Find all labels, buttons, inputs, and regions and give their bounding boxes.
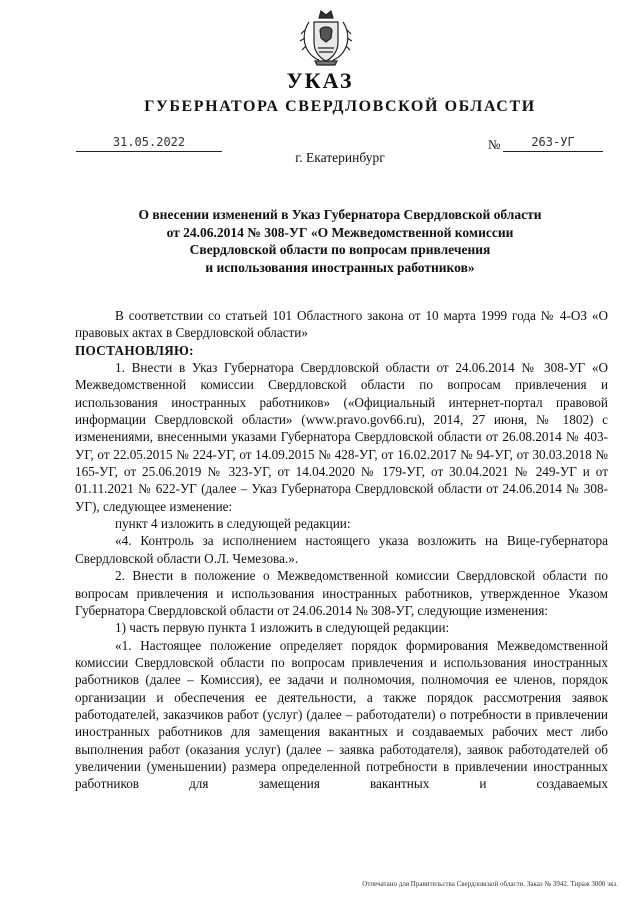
number-sign: № [488, 137, 501, 152]
issuer-title: ГУБЕРНАТОРА СВЕРДЛОВСКОЙ ОБЛАСТИ [144, 98, 536, 115]
item-1-quote: «4. Контроль за исполнением настоящего указа возложить на Вице-губернатора Свердловской области О.Л. Чемезова.». [75, 533, 608, 566]
preamble-paragraph: В соответствии со статьей 101 Областного закона от 10 марта 1999 года № 4-ОЗ «О правовых актах в Свердловской области» [75, 308, 608, 341]
item-1-subparagraph: пункт 4 изложить в следующей редакции: [115, 516, 351, 532]
item-2-paragraph: 2. Внести в положение о Межведомственной комиссии Свердловской области по вопросам привлечения и использования иностранных работников, утвержденное Указом Губернатора Свердловской области от 24.06.2014 № 308-УГ, следующие изменения: [75, 568, 608, 618]
document-date: 31.05.2022 [76, 135, 222, 152]
city: г. Екатеринбург [295, 150, 385, 165]
item-2-subparagraph: 1) часть первую пункта 1 изложить в следующей редакции: [115, 620, 450, 636]
item-2-quote: «1. Настоящее положение определяет порядок формирования Межведомственной комиссии Свердловской области по вопросам привлечения и использования иностранных работников (далее – Комиссия), ее задачи и полномочия, полномочия ее членов, порядок организации и обеспечения ее деятельности, а также порядок рассмотрения заявок работодателей, заказчиков работ (услуг) (далее – работодатели) о потребности в привлечении иностранных работников для замещения вакантных и создаваемых рабочих мест либо выполнения работ (оказания услуг) (далее – заявка работодателя), заявок работодателей об увеличении (уменьшении) размера определенной потребности в привлечении иностранных работников для замещения вакантных и создаваемых [75, 637, 608, 792]
document-title [60, 206, 620, 276]
document-type: УКАЗ [286, 68, 354, 93]
title-line: и использования иностранных работников» [205, 259, 475, 275]
title-line: от 24.06.2014 № 308-УГ «О Межведомственной комиссии [166, 224, 514, 240]
item-1-paragraph: 1. Внести в Указ Губернатора Свердловской области от 24.06.2014 № 308-УГ «О Межведомственной комиссии Свердловской области по вопросам привлечения и использования иностранных работников» («Официальный интернет-портал правовой информации Свердловской области» (www.pravo.gov66.ru), 2014, 27 июня, № 1802) с изменениями, внесенными указами Губернатора Свердловской области от 26.08.2014 № 403-УГ, от 22.05.2015 № 224-УГ, от 14.09.2015 № 428-УГ, от 16.02.2017 № 94-УГ, от 30.03.2018 № 165-УГ, от 25.06.2019 № 323-УГ, от 14.04.2020 № 179-УГ, от 30.04.2021 № 249-УГ и от 01.11.2021 № 622-УГ (далее – Указ Губернатора Свердловской области от 24.06.2014 № 308-УГ), следующее изменение: [75, 360, 608, 514]
title-line: О внесении изменений в Указ Губернатора Свердловской области [138, 207, 542, 222]
coat-of-arms-emblem [297, 8, 355, 68]
document-body [75, 307, 608, 793]
title-line: Свердловской области по вопросам привлечения [189, 242, 491, 257]
document-number: 263-УГ [503, 135, 603, 152]
decree-word: ПОСТАНОВЛЯЮ: [75, 342, 194, 358]
print-footer: Отпечатано для Правительства Свердловской области. Заказ № 3942. Тираж 3000 экз. [362, 880, 618, 888]
